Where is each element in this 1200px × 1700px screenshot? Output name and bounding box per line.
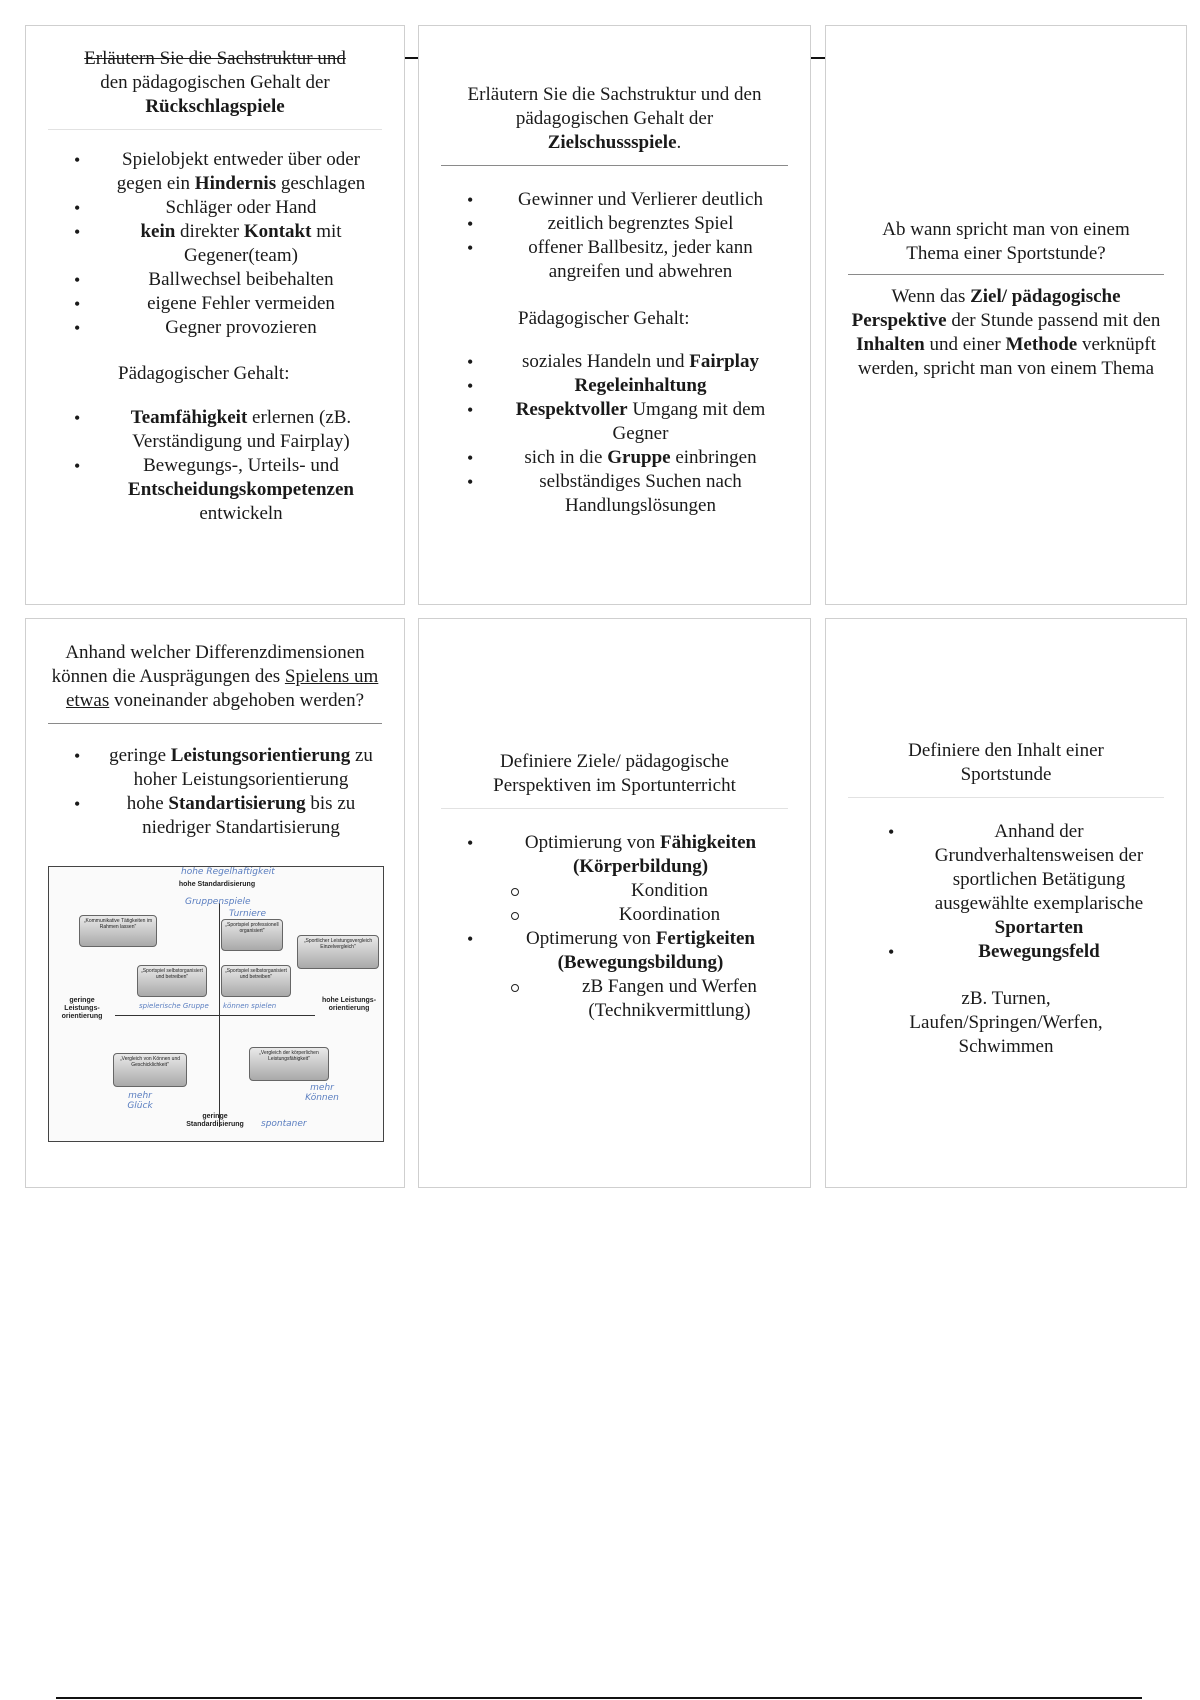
card-inhalt xyxy=(825,618,1187,1188)
sub-list xyxy=(493,879,788,927)
handwritten-note: spontaner xyxy=(261,1119,307,1129)
card-differenzdimensionen xyxy=(25,618,405,1188)
ziele-list xyxy=(441,831,788,1023)
card-divider xyxy=(848,274,1164,275)
card-divider xyxy=(48,129,382,130)
handwritten-note: hohe Regelhaftigkeit xyxy=(181,867,275,877)
card-question: Definiere den Inhalt einer Sportstunde xyxy=(908,740,1104,785)
list-item: • Bewegungs-, Urteils- und Entscheidungskompetenzen entwickeln xyxy=(100,454,382,526)
card-divider xyxy=(441,808,788,809)
card-thema xyxy=(825,25,1187,605)
list-item: • zeitlich begrenztes Spiel xyxy=(493,212,788,236)
handwritten-note: mehr Glück xyxy=(127,1091,153,1111)
sub-heading: Pädagogischer Gehalt: xyxy=(118,363,290,384)
list-item: • sich in die Gruppe einbringen xyxy=(493,446,788,470)
list-item: • hohe Standartisierung bis zu niedriger Standartisierung xyxy=(100,792,382,840)
list-item: • Schläger oder Hand xyxy=(100,196,382,220)
card-divider xyxy=(441,165,788,166)
dimension-list xyxy=(48,744,382,840)
diagram-box: „Sportlicher Leistungsvergleich Einzelvergleich" xyxy=(297,935,379,969)
list-item: • Optimierung von Fähigkeiten (Körperbildung) Kondition Koordination xyxy=(493,831,788,927)
paedagogik-list xyxy=(441,350,788,518)
list-item: • Ballwechsel beibehalten xyxy=(100,268,382,292)
list-item: • Anhand der Grundverhaltensweisen der sportlichen Betätigung ausgewählte exemplarische Sportarten xyxy=(914,820,1164,940)
handwritten-note: Turniere xyxy=(229,909,266,919)
card-question: Anhand welcher Differenzdimensionen können die Ausprägungen des Spielens um etwas voneinander abgehoben werden? xyxy=(51,642,379,711)
diagram-box: „Kommunikative Tätigkeiten im Rahmen lassen" xyxy=(79,915,157,947)
diagram-box: „Sportspiel professionell organisiert" xyxy=(221,919,283,951)
card-question: Definiere Ziele/ pädagogische Perspektiven im Sportunterricht xyxy=(493,751,736,796)
sub-list-item: zB Fangen und Werfen (Technikvermittlung) xyxy=(551,975,788,1023)
sub-list-item: Kondition xyxy=(551,879,788,903)
axis-label-left: geringe Leistungs-orientierung xyxy=(61,997,103,1020)
axis-label-right: hohe Leistungs-orientierung xyxy=(321,997,377,1012)
sub-list xyxy=(493,975,788,1023)
list-item: • Spielobjekt entweder über oder gegen ein Hindernis geschlagen xyxy=(100,148,382,196)
diagram-box: „Sportspiel selbstorganisiert und betreiben" xyxy=(221,965,291,997)
example-text: zB. Turnen, Laufen/Springen/Werfen, Schwimmen xyxy=(909,988,1103,1057)
card-divider xyxy=(48,723,382,724)
diagram-box: „Sportspiel selbstorganisiert und betreiben" xyxy=(137,965,207,997)
list-item: • Respektvoller Umgang mit dem Gegner xyxy=(493,398,788,446)
list-item: • kein direkter Kontakt mit Gegener(team) xyxy=(100,220,382,268)
list-item: • offener Ballbesitz, jeder kann angreifen und abwehren xyxy=(493,236,788,284)
list-item: • Gegner provozieren xyxy=(100,316,382,340)
handwritten-note: mehr Können xyxy=(305,1083,339,1103)
sachstruktur-list xyxy=(48,148,382,340)
card-ziele xyxy=(418,618,811,1188)
list-item: • Bewegungsfeld xyxy=(914,940,1164,964)
card-question: Ab wann spricht man von einem Thema einer Sportstunde? xyxy=(882,219,1130,264)
sub-heading: Pädagogischer Gehalt: xyxy=(518,308,690,329)
axis-label-top: hohe Standardisierung xyxy=(178,881,256,888)
card-zielschussspiele xyxy=(418,25,811,605)
differenz-diagram xyxy=(48,866,384,1142)
card-divider xyxy=(848,797,1164,798)
handwritten-note: Gruppenspiele xyxy=(185,897,251,907)
diagram-box: „Vergleich von Können und Geschicklichkeit" xyxy=(113,1053,187,1087)
axis-label-bottom: geringe Standardisierung xyxy=(186,1113,244,1128)
list-item: • eigene Fehler vermeiden xyxy=(100,292,382,316)
card-question: Erläutern Sie die Sachstruktur und den pädagogischen Gehalt der Rückschlagspiele xyxy=(84,48,346,117)
paedagogik-list xyxy=(48,406,382,526)
list-item: • geringe Leistungsorientierung zu hoher Leistungsorientierung xyxy=(100,744,382,792)
card-answer: Wenn das Ziel/ pädagogische Perspektive der Stunde passend mit den Inhalten und einer Methode verknüpft werden, spricht man von einem Thema xyxy=(851,286,1161,379)
list-item: • Optimerung von Fertigkeiten (Bewegungsbildung) zB Fangen und Werfen (Technikvermittlung) xyxy=(493,927,788,1023)
list-item: • selbständiges Suchen nach Handlungslösungen xyxy=(493,470,788,518)
handwritten-note: spielerische Gruppe xyxy=(139,1002,209,1010)
handwritten-note: können spielen xyxy=(223,1002,277,1010)
horizontal-axis xyxy=(115,1015,315,1016)
sachstruktur-list xyxy=(441,188,788,284)
bottom-rule xyxy=(56,1697,1142,1699)
list-item: • soziales Handeln und Fairplay xyxy=(493,350,788,374)
diagram-box: „Vergleich der körperlichen Leistungsfähigkeit" xyxy=(249,1047,329,1081)
inhalt-list xyxy=(848,820,1164,964)
card-rueckschlagspiele xyxy=(25,25,405,605)
list-item: • Gewinner und Verlierer deutlich xyxy=(493,188,788,212)
list-item: • Regeleinhaltung xyxy=(493,374,788,398)
sub-list-item: Koordination xyxy=(551,903,788,927)
list-item: • Teamfähigkeit erlernen (zB. Verständigung und Fairplay) xyxy=(100,406,382,454)
card-question: Erläutern Sie die Sachstruktur und den pädagogischen Gehalt der Zielschussspiele. xyxy=(467,84,762,153)
